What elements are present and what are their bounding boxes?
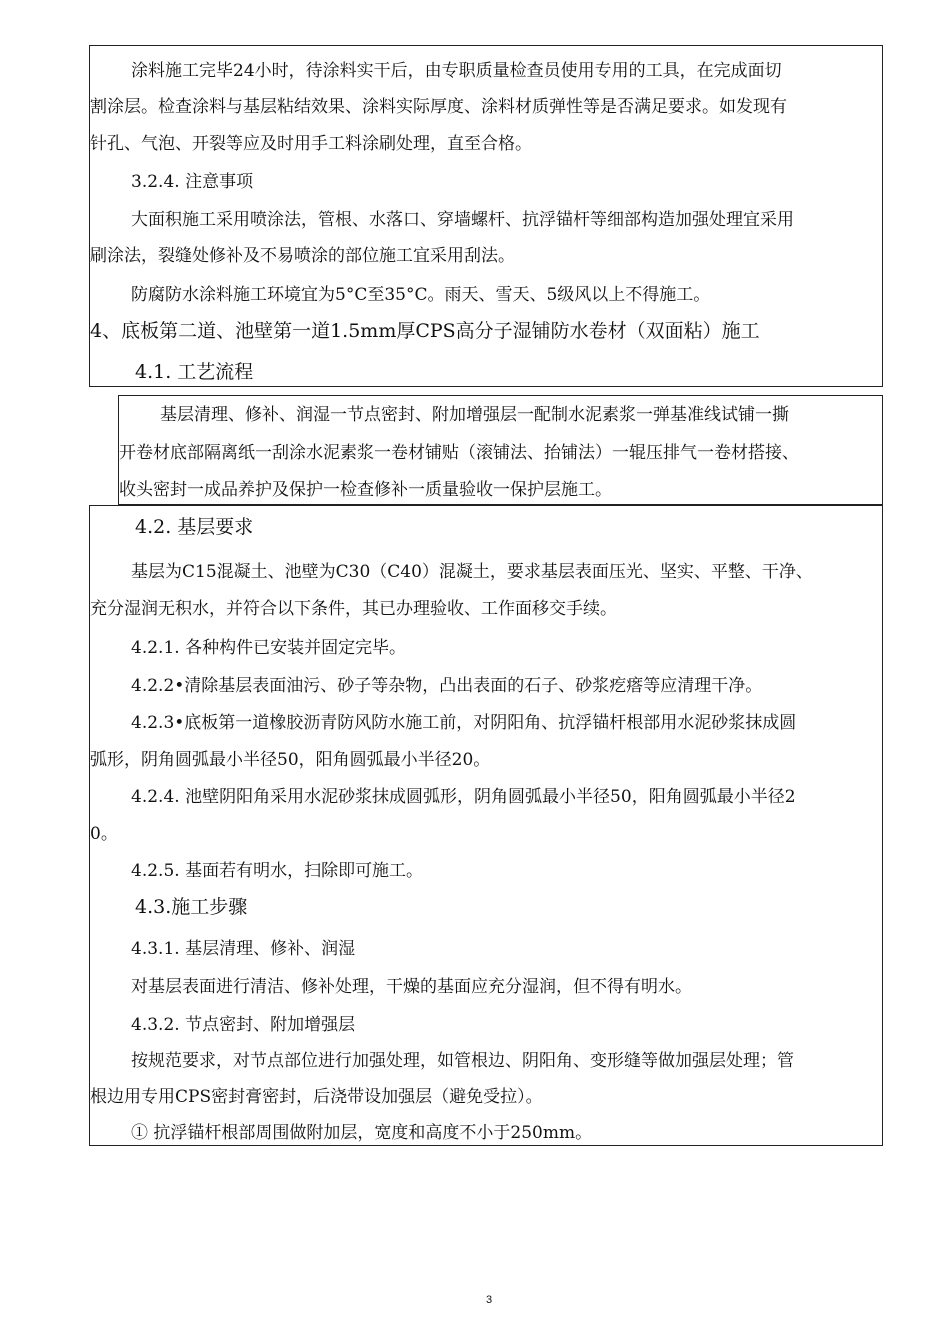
flow-line: 基层清理、修补、润湿一节点密封、附加增强层一配制水泥素浆一弹基准线试铺一撕 — [160, 405, 789, 425]
list-item: 4.2.2•清除基层表面油污、砂子等杂物，凸出表面的石子、砂浆疙瘩等应清理干净。 — [131, 676, 763, 696]
list-item: 4.2.1. 各种构件已安装并固定完毕。 — [131, 638, 407, 658]
para-line: 刷涂法，裂缝处修补及不易喷涂的部位施工宜采用刮法。 — [90, 246, 515, 266]
list-item: 4.2.4. 池壁阴阳角采用水泥砂浆抹成圆弧形，阴角圆弧最小半径50，阳角圆弧最小半径2 — [131, 787, 796, 807]
para-line: 按规范要求，对节点部位进行加强处理，如管根边、阴阳角、变形缝等做加强层处理；管 — [131, 1051, 794, 1071]
page-number: 3 — [486, 1294, 493, 1306]
para-line: 根边用专用CPS密封膏密封，后浇带设加强层（避免受拉）。 — [90, 1087, 543, 1107]
list-item: 弧形，阴角圆弧最小半径50，阳角圆弧最小半径20。 — [90, 750, 491, 770]
para-line: 防腐防水涂料施工环境宜为5°C至35°C。雨天、雪天、5级风以上不得施工。 — [131, 285, 711, 305]
list-item: 4.2.3•底板第一道橡胶沥青防风防水施工前，对阴阳角、抗浮锚杆根部用水泥砂浆抹成圆 — [131, 713, 797, 733]
para-line: 割涂层。检查涂料与基层粘结效果、涂料实际厚度、涂料材质弹性等是否满足要求。如发现有 — [90, 97, 787, 117]
para-line: 大面积施工采用喷涂法，管根、水落口、穿墙螺杆、抗浮锚杆等细部构造加强处理宜采用 — [131, 210, 794, 230]
subheading: 3.2.4. 注意事项 — [131, 172, 254, 192]
section-heading: 4.2. 基层要求 — [135, 516, 254, 538]
flow-line: 收头密封一成品养护及保护一检查修补一质量验收一保护层施工。 — [119, 480, 612, 500]
subheading: 4.3.2. 节点密封、附加增强层 — [131, 1015, 356, 1035]
list-item: ① 抗浮锚杆根部周围做附加层，宽度和高度不小于250mm。 — [131, 1123, 593, 1143]
para-line: 基层为C15混凝土、池壁为C30（C40）混凝土，要求基层表面压光、坚实、平整、干净、 — [131, 562, 813, 582]
flow-line: 开卷材底部隔离纸一刮涂水泥素浆一卷材铺贴（滚铺法、抬铺法）一辊压排气一卷材搭接、 — [119, 443, 799, 463]
para-line: 涂料施工完毕24小时，待涂料实干后，由专职质量检查员使用专用的工具，在完成面切 — [131, 61, 782, 81]
subheading: 4.3.1. 基层清理、修补、润湿 — [131, 939, 356, 959]
para-line: 针孔、气泡、开裂等应及时用手工料涂刷处理，直至合格。 — [90, 134, 532, 154]
section-heading: 4、底板第二道、池壁第一道1.5mm厚CPS高分子湿铺防水卷材（双面粘）施工 — [90, 320, 760, 342]
list-item: 4.2.5. 基面若有明水，扫除即可施工。 — [131, 861, 424, 881]
para-line: 充分湿润无积水，并符合以下条件，其已办理验收、工作面移交手续。 — [90, 599, 617, 619]
para-line: 对基层表面进行清洁、修补处理，干燥的基面应充分湿润，但不得有明水。 — [131, 977, 692, 997]
list-item: 0。 — [90, 824, 118, 844]
section-heading: 4.3.施工步骤 — [135, 896, 248, 918]
section-heading: 4.1. 工艺流程 — [135, 361, 254, 383]
